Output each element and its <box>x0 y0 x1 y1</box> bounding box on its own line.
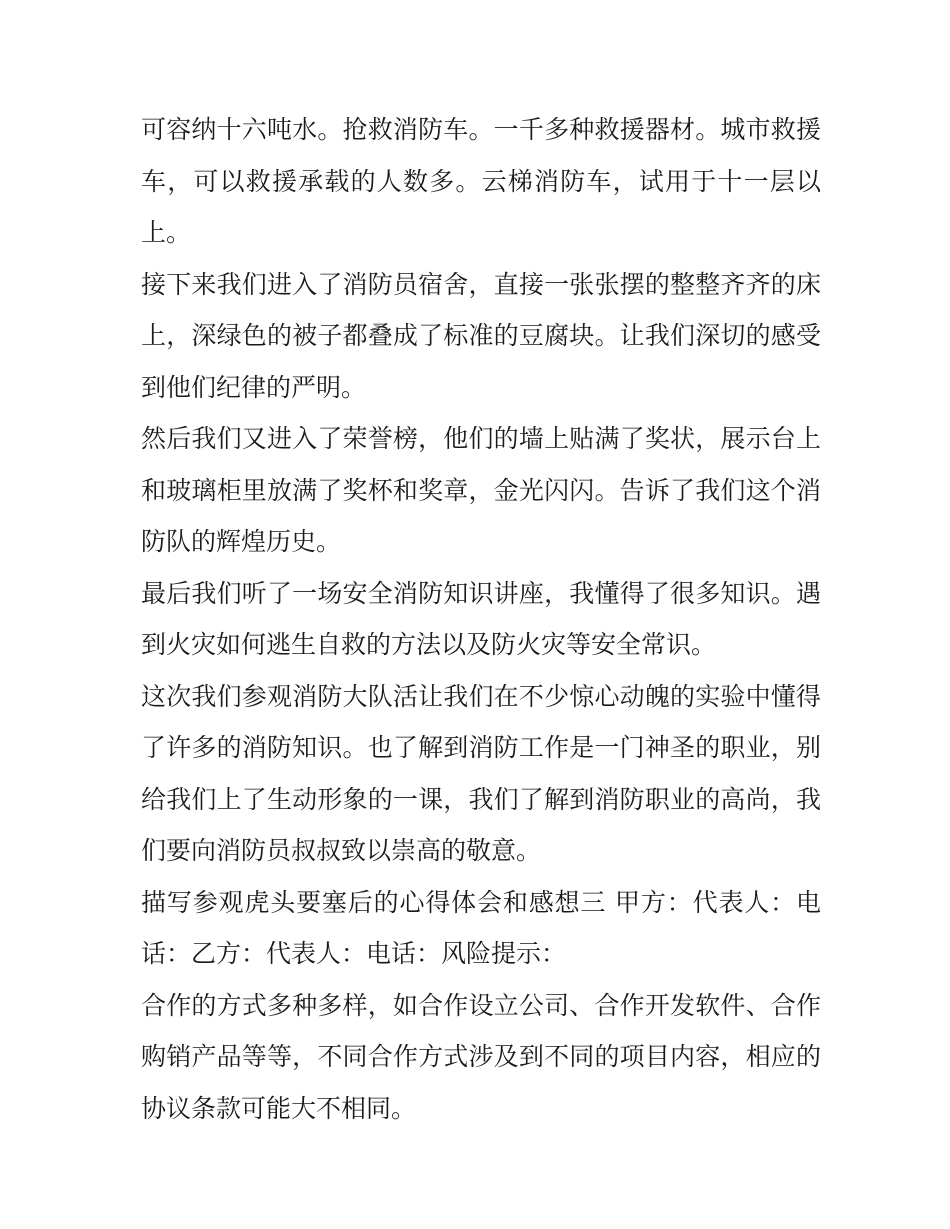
paragraph-7: 合作的方式多种多样，如合作设立公司、合作开发软件、合作购销产品等等，不同合作方式涉及到不同的项目内容，相应的协议条款可能大不相同。 <box>141 990 821 1123</box>
paragraph-2: 接下来我们进入了消防员宿舍，直接一张张摆的整整齐齐的床上，深绿色的被子都叠成了标准的豆腐块。让我们深切的感受到他们纪律的严明。 <box>141 269 821 402</box>
paragraph-3: 然后我们又进入了荣誉榜，他们的墙上贴满了奖状，展示台上和玻璃柜里放满了奖杯和奖章，金光闪闪。告诉了我们这个消防队的辉煌历史。 <box>141 424 821 556</box>
document-body <box>141 104 821 1134</box>
paragraph-4: 最后我们听了一场安全消防知识讲座，我懂得了很多知识。遇到火灾如何逃生自救的方法以及防火灾等安全常识。 <box>141 578 821 659</box>
paragraph-5: 这次我们参观消防大队活让我们在不少惊心动魄的实验中懂得了许多的消防知识。也了解到消防工作是一门神圣的职业，别给我们上了生动形象的一课，我们了解到消防职业的高尚，我们要向消防员叔叔致以崇高的敬意。 <box>141 681 821 865</box>
paragraph-1: 可容纳十六吨水。抢救消防车。一千多种救援器材。城市救援车，可以救援承载的人数多。云梯消防车，试用于十一层以上。 <box>141 115 821 247</box>
paragraph-6: 描写参观虎头要塞后的心得体会和感想三 甲方：代表人：电话：乙方：代表人：电话：风险提示： <box>141 887 821 968</box>
